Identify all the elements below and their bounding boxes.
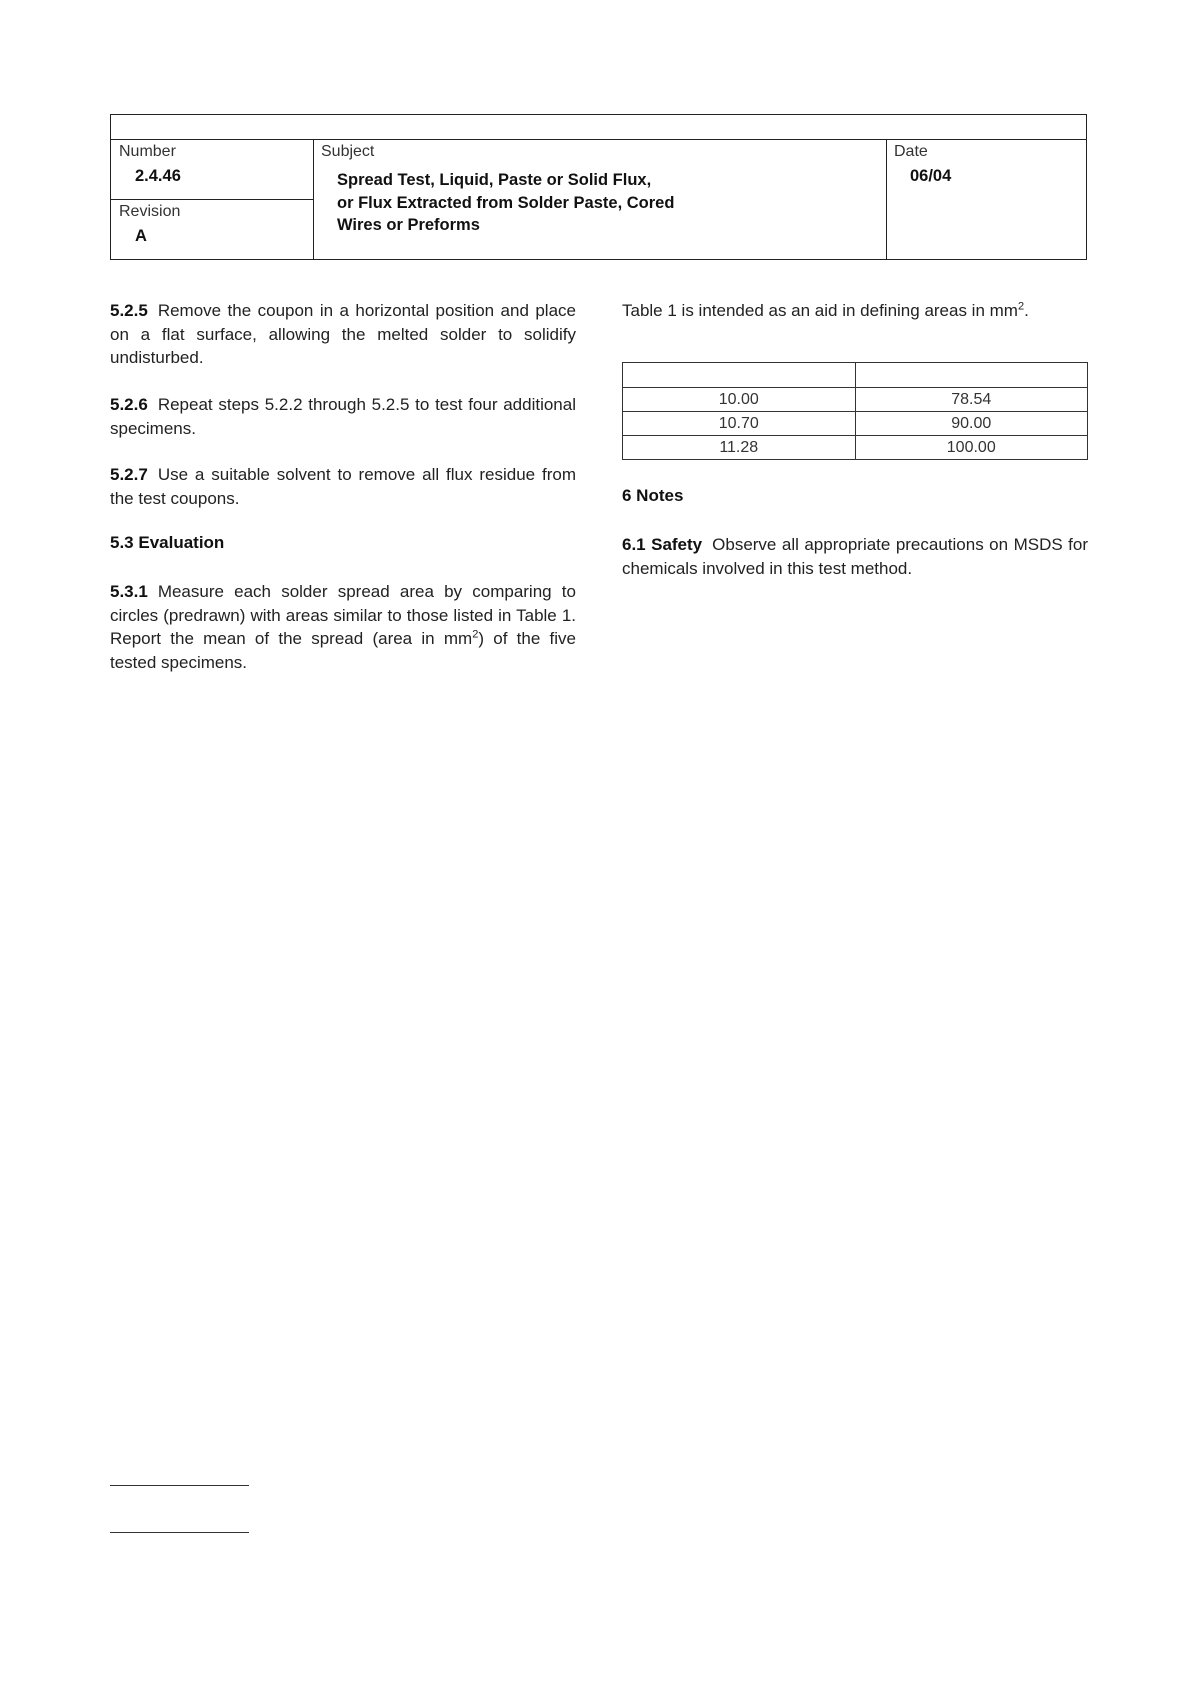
table-cell: 10.00 <box>623 388 856 412</box>
table-cell: 78.54 <box>855 388 1088 412</box>
heading-6-notes: 6 Notes <box>622 486 684 505</box>
subject-line: Spread Test, Liquid, Paste or Solid Flux, <box>337 171 652 189</box>
revision-value: A <box>135 227 147 245</box>
paragraph-text: Remove the coupon in a horizontal position and place on a flat surface, allowing the melted solder to solidify undisturbed. <box>110 301 576 367</box>
subject-label: Subject <box>321 143 375 160</box>
section-number: 5.2.5 <box>110 301 148 320</box>
subject-value <box>337 169 674 237</box>
header-title-band <box>111 115 1086 140</box>
superscript: 2 <box>472 628 479 641</box>
revision-label: Revision <box>119 203 181 220</box>
superscript: 2 <box>1017 300 1025 313</box>
table-row <box>623 412 1088 436</box>
subject-line: Wires or Preforms <box>337 216 480 234</box>
paragraph-5-3-1 <box>110 580 576 674</box>
paragraph-text: ) of the five tested specimens. <box>110 629 576 672</box>
footnote-rule <box>110 1485 249 1486</box>
number-label: Number <box>119 143 176 160</box>
document-header <box>110 114 1087 260</box>
table-cell: 100.00 <box>855 436 1088 460</box>
section-number: 5.2.6 <box>110 395 148 414</box>
footnote-rule <box>110 1532 249 1533</box>
paragraph-5-2-6 <box>110 393 576 440</box>
paragraph-5-2-7 <box>110 463 576 510</box>
section-number: 6.1 Safety <box>622 535 703 554</box>
table-cell: 11.28 <box>623 436 856 460</box>
number-cell <box>111 139 313 200</box>
paragraph-text: Table 1 is intended as an aid in defining areas in mm <box>622 301 1018 320</box>
section-number: 5.2.7 <box>110 465 148 484</box>
table-header-row <box>623 363 1088 388</box>
table-1 <box>622 362 1088 460</box>
table-cell: 10.70 <box>623 412 856 436</box>
heading-5-3-evaluation: 5.3 Evaluation <box>110 533 225 552</box>
table-row <box>623 436 1088 460</box>
table-intro <box>622 299 1088 323</box>
header-date-column <box>886 139 1086 259</box>
paragraph-text: Repeat steps 5.2.2 through 5.2.5 to test four additional specimens. <box>110 395 576 438</box>
date-value: 06/04 <box>910 167 952 185</box>
header-subject-column <box>313 139 887 259</box>
paragraph-6-1-safety <box>622 533 1088 580</box>
subject-line: or Flux Extracted from Solder Paste, Cored <box>337 193 675 212</box>
number-value: 2.4.46 <box>135 167 181 185</box>
paragraph-5-2-5 <box>110 299 576 370</box>
section-number: 5.3.1 <box>110 582 148 601</box>
paragraph-text: Use a suitable solvent to remove all flux residue from the test coupons. <box>110 465 576 508</box>
table-cell: 90.00 <box>855 412 1088 436</box>
table-row <box>623 388 1088 412</box>
table-header-cell <box>623 363 856 388</box>
table-header-cell <box>855 363 1088 388</box>
paragraph-text: Measure each solder spread area by comparing to circles (predrawn) with areas similar to those listed in Table 1. Report the mean of the spread (area in mm <box>110 582 576 648</box>
date-label: Date <box>894 143 928 160</box>
paragraph-text: . <box>1024 301 1029 320</box>
header-number-column <box>111 139 314 259</box>
paragraph-text: Observe all appropriate precautions on MSDS for chemicals involved in this test method. <box>622 535 1088 578</box>
